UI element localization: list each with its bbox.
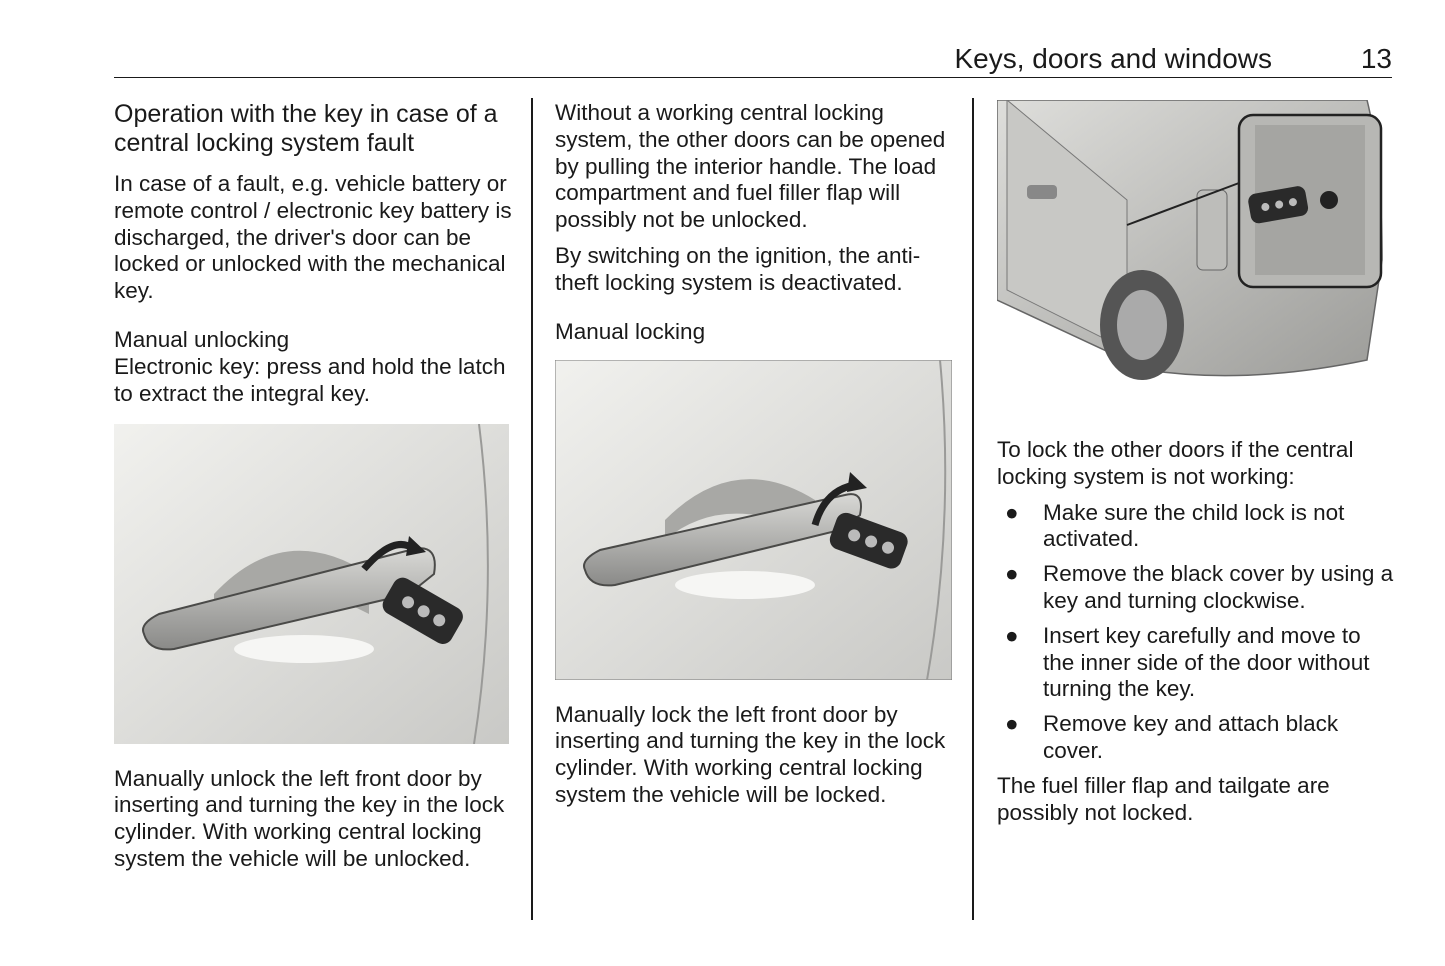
bullet: ● [1005,711,1019,737]
door-handle-unlock-illustration [114,424,509,744]
subheading-manual-locking: Manual locking [555,318,706,344]
column-divider [531,98,533,920]
lock-steps-list [997,500,1397,765]
van-rear-door-illustration [997,100,1389,385]
list-item: ● Make sure the child lock is not activated. [1005,499,1345,552]
column-left [114,100,514,882]
lock-caption: Manually lock the left front door by inserting and turning the key in the lock cylinder. With working central locking system the vehicle will be locked. [555,701,946,807]
section-title: Keys, doors and windows [954,43,1272,74]
door-handle-lock-illustration [555,360,952,680]
closing-paragraph: The fuel filler flap and tailgate are possibly not locked. [997,772,1330,825]
section-heading: Operation with the key in case of a central locking system fault [114,100,498,157]
page-header [114,40,1392,78]
ignition-paragraph: By switching on the ignition, the anti-theft locking system is deactivated. [555,242,921,295]
bullet: ● [1005,561,1019,587]
list-item: ● Remove key and attach black cover. [1005,711,1339,763]
column-middle [555,100,955,818]
column-divider [972,98,974,920]
other-doors-intro: To lock the other doors if the central locking system is not working: [997,437,1354,489]
page-number: 13 [1360,43,1392,74]
intro-paragraph: In case of a fault, e.g. vehicle battery or remote control / electronic key battery is discharged, the driver's door can be locked or unlocked with the mechanical key. [114,171,512,304]
interior-handle-paragraph: Without a working central locking system, the other doors can be opened by pulling the interior handle. The load compartment and fuel filler flap will possibly not be unlocked. [555,100,946,233]
bullet: ● [1005,622,1019,648]
column-right [997,100,1397,835]
unlock-caption: Manually unlock the left front door by inserting and turning the key in the lock cylinder. With working central locking system the vehicle will be unlocked. [114,765,505,871]
bullet: ● [1005,499,1019,525]
electronic-key-paragraph: Electronic key: press and hold the latch to extract the integral key. [114,353,506,406]
list-item: ● Insert key carefully and move to the inner side of the door without turning the key. [1005,622,1370,702]
subheading-manual-unlocking: Manual unlocking [114,326,290,352]
list-item: ● Remove the black cover by using a key and turning clockwise. [1005,561,1394,613]
